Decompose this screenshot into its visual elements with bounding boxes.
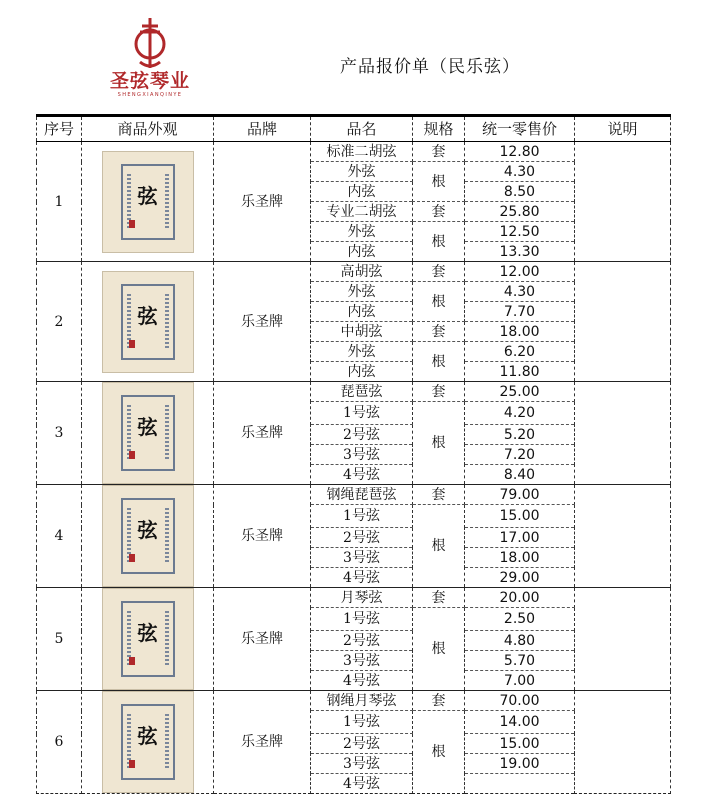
product-name-cell: 1号弦 <box>311 402 413 425</box>
table-header-row <box>37 116 671 142</box>
document-title: 产品报价单（民乐弦） <box>340 57 520 77</box>
row-number: 5 <box>37 588 82 691</box>
price-cell: 13.30 <box>465 242 575 262</box>
notes-cell <box>575 142 671 262</box>
table-row <box>37 382 671 402</box>
package-character: 弦 <box>137 621 158 645</box>
spec-cell: 套 <box>413 691 465 711</box>
product-name-cell: 3号弦 <box>311 651 413 671</box>
table-row <box>37 588 671 608</box>
package-character: 弦 <box>137 415 158 439</box>
spec-cell: 根 <box>413 282 465 322</box>
spec-cell: 套 <box>413 262 465 282</box>
price-cell: 15.00 <box>465 505 575 528</box>
spec-cell: 根 <box>413 342 465 382</box>
product-package-image <box>102 271 194 373</box>
product-name-cell: 2号弦 <box>311 528 413 548</box>
notes-cell <box>575 588 671 691</box>
product-image-cell <box>82 691 214 794</box>
product-name-cell: 外弦 <box>311 162 413 182</box>
product-name-cell: 外弦 <box>311 342 413 362</box>
price-cell: 14.00 <box>465 711 575 734</box>
price-cell: 5.20 <box>465 425 575 445</box>
seal-stamp <box>129 760 135 768</box>
price-cell: 12.80 <box>465 142 575 162</box>
product-name-cell: 标准二胡弦 <box>311 142 413 162</box>
brand-cell: 乐圣牌 <box>214 142 311 262</box>
product-name-cell: 内弦 <box>311 182 413 202</box>
price-cell: 8.50 <box>465 182 575 202</box>
product-name-cell: 2号弦 <box>311 734 413 754</box>
price-cell: 25.80 <box>465 202 575 222</box>
price-cell: 11.80 <box>465 362 575 382</box>
col-header-retail-price: 统一零售价 <box>465 116 575 142</box>
product-package-image <box>102 485 194 587</box>
package-character: 弦 <box>137 518 158 542</box>
spec-cell: 套 <box>413 322 465 342</box>
price-cell: 7.00 <box>465 671 575 691</box>
price-cell: 5.70 <box>465 651 575 671</box>
table-row <box>37 262 671 282</box>
product-package-image <box>102 151 194 253</box>
product-name-cell: 钢绳琵琶弦 <box>311 485 413 505</box>
price-cell: 12.00 <box>465 262 575 282</box>
seal-stamp <box>129 451 135 459</box>
spec-cell: 套 <box>413 382 465 402</box>
product-name-cell: 高胡弦 <box>311 262 413 282</box>
product-name-cell: 内弦 <box>311 242 413 262</box>
row-number: 1 <box>37 142 82 262</box>
row-number: 6 <box>37 691 82 794</box>
product-name-cell: 外弦 <box>311 222 413 242</box>
price-cell: 15.00 <box>465 734 575 754</box>
brand-cell: 乐圣牌 <box>214 485 311 588</box>
spec-cell: 套 <box>413 142 465 162</box>
product-name-cell: 内弦 <box>311 362 413 382</box>
logo-subtext: SHENGXIANQINYE <box>117 92 183 98</box>
table-row <box>37 142 671 162</box>
price-cell <box>465 774 575 794</box>
price-cell: 8.40 <box>465 465 575 485</box>
notes-cell <box>575 691 671 794</box>
col-header-appearance: 商品外观 <box>82 116 214 142</box>
product-name-cell: 内弦 <box>311 302 413 322</box>
table-row <box>37 691 671 711</box>
brand-cell: 乐圣牌 <box>214 262 311 382</box>
col-header-notes: 说明 <box>575 116 671 142</box>
spec-cell: 套 <box>413 485 465 505</box>
product-name-cell: 3号弦 <box>311 445 413 465</box>
product-image-cell <box>82 485 214 588</box>
price-cell: 18.00 <box>465 322 575 342</box>
package-character: 弦 <box>137 303 158 328</box>
table-row <box>37 485 671 505</box>
product-name-cell: 3号弦 <box>311 548 413 568</box>
seal-stamp <box>129 220 135 228</box>
product-image-cell <box>82 382 214 485</box>
row-number: 2 <box>37 262 82 382</box>
notes-cell <box>575 485 671 588</box>
product-name-cell: 3号弦 <box>311 754 413 774</box>
product-name-cell: 4号弦 <box>311 671 413 691</box>
row-number: 3 <box>37 382 82 485</box>
product-name-cell: 2号弦 <box>311 631 413 651</box>
spec-cell: 套 <box>413 202 465 222</box>
logo-text: 圣弦琴业 <box>109 70 190 92</box>
price-cell: 4.30 <box>465 282 575 302</box>
price-cell: 7.20 <box>465 445 575 465</box>
spec-cell: 根 <box>413 222 465 262</box>
spec-cell: 套 <box>413 588 465 608</box>
product-name-cell: 外弦 <box>311 282 413 302</box>
price-cell: 25.00 <box>465 382 575 402</box>
brand-cell: 乐圣牌 <box>214 588 311 691</box>
col-header-no: 序号 <box>37 116 82 142</box>
spec-cell: 根 <box>413 505 465 588</box>
price-cell: 19.00 <box>465 754 575 774</box>
spec-cell: 根 <box>413 402 465 485</box>
product-name-cell: 钢绳月琴弦 <box>311 691 413 711</box>
notes-cell <box>575 382 671 485</box>
price-cell: 2.50 <box>465 608 575 631</box>
product-name-cell: 专业二胡弦 <box>311 202 413 222</box>
spec-cell: 根 <box>413 608 465 691</box>
product-package-image <box>102 588 194 690</box>
product-package-image <box>102 691 194 793</box>
brand-cell: 乐圣牌 <box>214 691 311 794</box>
price-cell: 4.80 <box>465 631 575 651</box>
product-image-cell <box>82 588 214 691</box>
product-name-cell: 月琴弦 <box>311 588 413 608</box>
price-cell: 12.50 <box>465 222 575 242</box>
price-cell: 29.00 <box>465 568 575 588</box>
product-name-cell: 中胡弦 <box>311 322 413 342</box>
product-name-cell: 琵琶弦 <box>311 382 413 402</box>
seal-stamp <box>129 340 135 348</box>
price-cell: 79.00 <box>465 485 575 505</box>
col-header-brand: 品牌 <box>214 116 311 142</box>
price-cell: 17.00 <box>465 528 575 548</box>
price-cell: 70.00 <box>465 691 575 711</box>
row-number: 4 <box>37 485 82 588</box>
product-name-cell: 1号弦 <box>311 711 413 734</box>
spec-cell: 根 <box>413 711 465 794</box>
col-header-product-name: 品名 <box>311 116 413 142</box>
spec-cell: 根 <box>413 162 465 202</box>
price-cell: 6.20 <box>465 342 575 362</box>
price-cell: 18.00 <box>465 548 575 568</box>
product-image-cell <box>82 262 214 382</box>
price-cell: 20.00 <box>465 588 575 608</box>
product-name-cell: 2号弦 <box>311 425 413 445</box>
price-cell: 4.30 <box>465 162 575 182</box>
price-table <box>36 114 671 794</box>
notes-cell <box>575 262 671 382</box>
product-name-cell: 4号弦 <box>311 465 413 485</box>
seal-stamp <box>129 657 135 665</box>
seal-stamp <box>129 554 135 562</box>
product-name-cell: 1号弦 <box>311 608 413 631</box>
price-cell: 4.20 <box>465 402 575 425</box>
col-header-spec: 规格 <box>413 116 465 142</box>
package-character: 弦 <box>137 183 158 208</box>
product-name-cell: 4号弦 <box>311 568 413 588</box>
product-name-cell: 1号弦 <box>311 505 413 528</box>
product-package-image <box>102 382 194 484</box>
package-character: 弦 <box>137 724 158 748</box>
price-cell: 7.70 <box>465 302 575 322</box>
product-name-cell: 4号弦 <box>311 774 413 794</box>
product-image-cell <box>82 142 214 262</box>
brand-cell: 乐圣牌 <box>214 382 311 485</box>
